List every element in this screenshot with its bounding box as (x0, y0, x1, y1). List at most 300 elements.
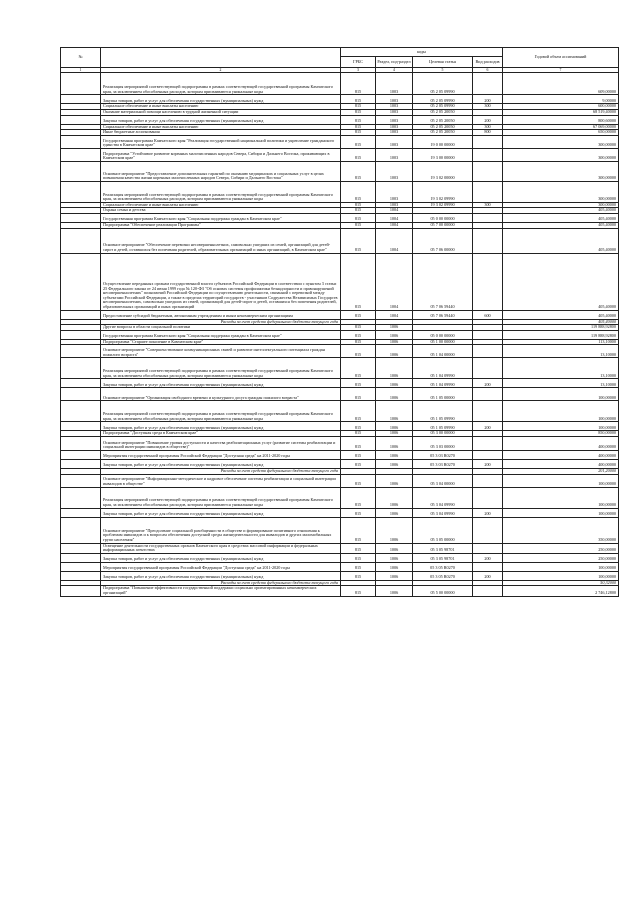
row-number (61, 388, 101, 401)
header-number: № (61, 48, 101, 68)
row-exp-type: 200 (473, 95, 503, 104)
row-name: Закупка товаров, работ и услуг для обеспечения государственных (муниципальных) нужд (101, 95, 341, 104)
row-name: Основное мероприятие "Совершенствование коммуникационных связей и развитие интеллектуального потенциала граждан пожилого возраста" (101, 345, 341, 358)
row-number (61, 487, 101, 508)
row-grbs: 815 (341, 73, 376, 95)
row-exp-type (473, 345, 503, 358)
row-amount: 405,40000 (503, 213, 619, 222)
row-amount: 2 746,12800 (503, 586, 619, 596)
row-section: 1006 (376, 339, 413, 345)
row-amount: 650,00000 (503, 130, 619, 136)
row-amount: 100,00000 (503, 474, 619, 487)
row-grbs: 815 (341, 124, 376, 130)
row-grbs: 815 (341, 553, 376, 562)
row-target-code: 19 3 02 09990 (413, 202, 473, 208)
row-target-code: 05 1 05 09990 (413, 422, 473, 431)
table-row (61, 148, 619, 161)
row-grbs: 815 (341, 161, 376, 181)
row-section: 1006 (376, 345, 413, 358)
row-number (61, 310, 101, 319)
table-row (61, 310, 619, 319)
row-name: Мероприятия государственной программы Российской Федерации "Доступная среда" на 2011-2020 годы (101, 562, 341, 571)
row-number (61, 474, 101, 487)
row-section: 1003 (376, 73, 413, 95)
row-name: Закупка товаров, работ и услуг для обеспечения государственных (муниципальных) нужд (101, 422, 341, 431)
row-name: Социальное обеспечение и иные выплаты населению (101, 104, 341, 110)
row-grbs: 815 (341, 310, 376, 319)
row-grbs: 815 (341, 562, 376, 571)
row-number (61, 115, 101, 124)
row-target-code: 19 3 02 09990 (413, 181, 473, 202)
table-row (61, 73, 619, 95)
row-amount: 350,00000 (503, 517, 619, 543)
row-number (61, 181, 101, 202)
row-number (61, 422, 101, 431)
row-number (61, 330, 101, 339)
row-section: 1004 (376, 222, 413, 228)
row-amount: 100,00000 (503, 487, 619, 508)
row-name: Основное мероприятие "Предоставление дополнительных гарантий по оказанию медицинских и социальных услуг в целях повышения качества жизни коренных малочисленных народов Севера, Сибири и Дальнего Востока" (101, 161, 341, 181)
row-grbs: 815 (341, 459, 376, 468)
header-name (101, 48, 341, 68)
row-number (61, 401, 101, 422)
row-target-code: 05 2 05 20050 (413, 130, 473, 136)
row-exp-type (473, 148, 503, 161)
row-amount: 100,00000 (503, 401, 619, 422)
row-amount: 13,10000 (503, 379, 619, 388)
row-name: Закупка товаров, работ и услуг для обеспечения государственных (муниципальных) нужд (101, 115, 341, 124)
row-section: 1006 (376, 431, 413, 437)
row-section: 1006 (376, 517, 413, 543)
row-name: Реализация мероприятий соответствующей подпрограммы в рамках соответствующей государственной программы Камчатского края, за исключением обособленных расходов, которым присваиваются уникальные коды (101, 487, 341, 508)
row-section: 1006 (376, 422, 413, 431)
row-exp-type (473, 543, 503, 553)
row-amount: 400,00000 (503, 450, 619, 459)
row-amount: 405,40000 (503, 319, 619, 325)
row-exp-type: 800 (473, 130, 503, 136)
row-name: Оказание материальной помощи населению в трудной жизненной ситуации (101, 110, 341, 116)
row-number (61, 161, 101, 181)
row-grbs: 815 (341, 379, 376, 388)
header-exp-type: Вид расходов (473, 57, 503, 68)
row-amount: 600,00000 (503, 104, 619, 110)
row-exp-type (473, 181, 503, 202)
row-section: 1003 (376, 110, 413, 116)
row-name: Закупка товаров, работ и услуг для обеспечения государственных (муниципальных) нужд (101, 553, 341, 562)
row-number (61, 562, 101, 571)
row-exp-type (473, 358, 503, 379)
row-name: Реализация мероприятий соответствующей подпрограммы в рамках соответствующей государственной программы Камчатского края, за исключением обособленных расходов, которым присваиваются уникальные коды (101, 358, 341, 379)
budget-table-sheet (60, 47, 618, 597)
row-target-code: 05 2 05 09990 (413, 73, 473, 95)
row-number (61, 379, 101, 388)
row-target-code: 05 3 00 00000 (413, 431, 473, 437)
row-exp-type (473, 436, 503, 450)
row-grbs: 815 (341, 358, 376, 379)
row-target-code: 05 1 05 00000 (413, 388, 473, 401)
row-amount: 405,40000 (503, 310, 619, 319)
row-grbs: 815 (341, 222, 376, 228)
row-name: Реализация мероприятий соответствующей подпрограммы в рамках соответствующей государственной программы Камчатского края, за исключением обособленных расходов, которым присваиваются уникальные коды (101, 401, 341, 422)
row-grbs: 815 (341, 345, 376, 358)
row-section: 1003 (376, 95, 413, 104)
header-codes: коды (341, 48, 503, 57)
row-exp-type (473, 228, 503, 253)
row-number (61, 135, 101, 148)
row-number (61, 586, 101, 596)
table-row (61, 135, 619, 148)
row-name: Основное мероприятие "Преодоление социальной разобщенности в обществе и формирование позитивного отношения к проблемам инвалидов и к вопросам обеспечения доступной среды жизнедеятельности для инвалидов и других маломобильных групп населения" (101, 517, 341, 543)
row-section: 1006 (376, 358, 413, 379)
table-row (61, 358, 619, 379)
row-exp-type (473, 213, 503, 222)
row-name: Закупка товаров, работ и услуг для обеспечения государственных (муниципальных) нужд (101, 571, 341, 580)
row-section: 1006 (376, 436, 413, 450)
row-grbs: 815 (341, 95, 376, 104)
row-name: Осуществление переданных органам государственной власти субъектов Российской Федерации в соответствии с пунктом 3 статьи 25 Федерального закона от 24 июня 1999 года № 120-ФЗ "Об основах системы профилактики безнадзорности и правонарушений несовершеннолетних" полномочий Российской Федерации по осуществлению деятельности, связанной с перевозкой между субъектами Российской Федерации, а также в пределах территорий государств - участников Содружества Независимых Государств несовершеннолетних, самовольно ушедших из семей, организаций для детей-сирот и детей, оставшихся без попечения родителей, образовательных организаций и иных организаций (101, 253, 341, 310)
row-exp-type (473, 450, 503, 459)
row-exp-type (473, 388, 503, 401)
row-target-code: 05 2 05 09990 (413, 95, 473, 104)
row-name: Закупка товаров, работ и услуг для обеспечения государственных (муниципальных) нужд (101, 379, 341, 388)
row-section: 1006 (376, 450, 413, 459)
row-target-code: 05 3 05 R0270 (413, 562, 473, 571)
row-name: Государственная программа Камчатского края "Реализация государственной национальной политики и укрепление гражданского единства в Камчатском крае" (101, 135, 341, 148)
row-grbs: 815 (341, 487, 376, 508)
row-number (61, 253, 101, 310)
table-row (61, 459, 619, 468)
row-target-code: 05 2 05 09990 (413, 104, 473, 110)
row-exp-type (473, 474, 503, 487)
row-amount: 67 069,00000 (503, 124, 619, 130)
row-grbs: 815 (341, 130, 376, 136)
row-amount: 300,00000 (503, 161, 619, 181)
row-grbs: 815 (341, 450, 376, 459)
row-section: 1006 (376, 388, 413, 401)
row-grbs: 815 (341, 431, 376, 437)
row-exp-type: 200 (473, 459, 503, 468)
row-grbs: 815 (341, 115, 376, 124)
row-target-code: 05 7 06 59440 (413, 253, 473, 310)
row-amount: 100,00000 (503, 562, 619, 571)
row-name: Подпрограмма "Доступная среда в Камчатском крае" (101, 431, 341, 437)
table-row (61, 228, 619, 253)
row-section: 1004 (376, 213, 413, 222)
row-grbs: 815 (341, 508, 376, 517)
row-name: Охрана семьи и детства (101, 208, 341, 214)
row-exp-type: 200 (473, 553, 503, 562)
row-name: Расходы за счет средств федерального бюджета текущего года (101, 580, 341, 586)
row-name: Закупка товаров, работ и услуг для обеспечения государственных (муниципальных) нужд (101, 459, 341, 468)
row-name: Основное мероприятие "Организация свободного времени и культурного досуга граждан пожилого возраста" (101, 388, 341, 401)
row-section: 1003 (376, 181, 413, 202)
row-exp-type (473, 135, 503, 148)
row-exp-type: 300 (473, 202, 503, 208)
row-exp-type: 200 (473, 571, 503, 580)
row-number (61, 213, 101, 222)
table-row (61, 586, 619, 596)
row-exp-type: 300 (473, 104, 503, 110)
table-row (61, 161, 619, 181)
row-grbs: 815 (341, 181, 376, 202)
row-name: Другие вопросы в области социальной политики (101, 325, 341, 331)
row-number (61, 553, 101, 562)
row-name: Государственная программа Камчатского края "Социальная поддержка граждан в Камчатском крае" (101, 213, 341, 222)
row-target-code: 05 2 05 20050 (413, 110, 473, 116)
row-grbs: 815 (341, 202, 376, 208)
table-body (61, 73, 619, 596)
row-exp-type (473, 330, 503, 339)
row-target-code: 05 3 04 09990 (413, 487, 473, 508)
row-grbs: 815 (341, 325, 376, 331)
row-section: 1003 (376, 135, 413, 148)
row-amount: 609,00000 (503, 73, 619, 95)
row-section: 1004 (376, 253, 413, 310)
row-target-code: 05 0 00 00000 (413, 330, 473, 339)
row-section: 1006 (376, 459, 413, 468)
row-name: Подпрограмма "Повышение эффективности государственной поддержки социально ориентированных некоммерческих организаций" (101, 586, 341, 596)
row-section: 1003 (376, 202, 413, 208)
row-section: 1006 (376, 487, 413, 508)
row-number (61, 436, 101, 450)
row-name: Мероприятия государственной программы Российской Федерации "Доступная среда" на 2011-2020 годы (101, 450, 341, 459)
table-row (61, 253, 619, 310)
row-grbs: 815 (341, 543, 376, 553)
row-name: Социальное обеспечение и иные выплаты населению (101, 202, 341, 208)
row-name: Основное мероприятие "Информационно-методическое и кадровое обеспечение системы реабилитации и социальной интеграции инвалидов в обществе" (101, 474, 341, 487)
row-target-code: 05 2 05 20050 (413, 124, 473, 130)
row-section: 1003 (376, 161, 413, 181)
row-target-code: 19 3 02 00000 (413, 161, 473, 181)
header-amount: Годовой объем ассигнований (503, 48, 619, 68)
row-amount: 405,40000 (503, 208, 619, 214)
table-row (61, 379, 619, 388)
row-grbs: 815 (341, 571, 376, 580)
row-name: Основное мероприятие "Повышение уровня доступности и качества реабилитационных услуг (развитие системы реабилитации и социальной интеграции инвалидов в обществе)" (101, 436, 341, 450)
row-amount: 300,00000 (503, 148, 619, 161)
row-target-code: 05 3 04 00000 (413, 474, 473, 487)
row-number (61, 345, 101, 358)
row-amount: 300,00000 (503, 202, 619, 208)
row-target-code: 05 7 06 59440 (413, 310, 473, 319)
row-exp-type: 300 (473, 124, 503, 130)
row-exp-type (473, 487, 503, 508)
row-amount: 250,00000 (503, 543, 619, 553)
row-amount: 13,10000 (503, 358, 619, 379)
row-name: Освещение деятельности государственных органов Камчатского края в средствах массовой информации и федеральных информационных агентствах (101, 543, 341, 553)
table-row (61, 571, 619, 580)
row-grbs: 815 (341, 339, 376, 345)
row-amount: 68 519,40000 (503, 110, 619, 116)
row-target-code: 05 3 03 R0270 (413, 459, 473, 468)
row-exp-type: 600 (473, 310, 503, 319)
table-row (61, 543, 619, 553)
table-row (61, 181, 619, 202)
col-number-7: 7 (503, 68, 619, 73)
col-number-4: 4 (376, 68, 413, 73)
row-section: 1006 (376, 543, 413, 553)
budget-table (60, 47, 619, 597)
row-name: Расходы за счет средств федерального бюджета текущего года (101, 319, 341, 325)
header-section: Раздел, под-раздел (376, 57, 413, 68)
row-section: 1003 (376, 124, 413, 130)
row-grbs: 815 (341, 436, 376, 450)
row-target-code: 05 3 03 00000 (413, 436, 473, 450)
row-number (61, 73, 101, 95)
row-grbs: 815 (341, 388, 376, 401)
row-amount: 119 888,92800 (503, 330, 619, 339)
row-target-code: 05 3 04 09990 (413, 508, 473, 517)
row-target-code: 05 3 05 00000 (413, 517, 473, 543)
row-exp-type (473, 586, 503, 596)
row-exp-type: 200 (473, 422, 503, 431)
table-row (61, 345, 619, 358)
table-row (61, 450, 619, 459)
row-grbs: 815 (341, 401, 376, 422)
row-section: 1004 (376, 228, 413, 253)
row-section: 1006 (376, 325, 413, 331)
row-section: 1003 (376, 115, 413, 124)
row-name: Основное мероприятие "Обеспечение перевозки несовершеннолетних, самовольно ушедших из семей, организаций для детей-сирот и детей, оставшихся без попечения родителей, образовательных организаций и иных организаций, в Камчатском крае" (101, 228, 341, 253)
row-grbs: 815 (341, 474, 376, 487)
row-target-code: 05 1 04 00000 (413, 345, 473, 358)
row-name: Реализация мероприятий соответствующей подпрограммы в рамках соответствующей государственной программы Камчатского края, за исключением обособленных расходов, которым присваиваются уникальные коды (101, 181, 341, 202)
row-exp-type (473, 517, 503, 543)
row-amount: 50,32000 (503, 580, 619, 586)
row-target-code: 05 3 05 98701 (413, 543, 473, 553)
row-section: 1006 (376, 508, 413, 517)
row-grbs: 815 (341, 148, 376, 161)
row-exp-type: 200 (473, 115, 503, 124)
row-exp-type: 200 (473, 508, 503, 517)
row-amount: 405,40000 (503, 222, 619, 228)
col-number-5: 5 (413, 68, 473, 73)
row-exp-type (473, 401, 503, 422)
row-amount: 119 888,92800 (503, 325, 619, 331)
row-section: 1003 (376, 130, 413, 136)
row-grbs: 815 (341, 517, 376, 543)
row-grbs: 815 (341, 253, 376, 310)
table-row (61, 508, 619, 517)
row-name: Реализация мероприятий соответствующей подпрограммы в рамках соответствующей государственной программы Камчатского края, за исключением обособленных расходов, которым присваиваются уникальные коды (101, 73, 341, 95)
row-exp-type (473, 562, 503, 571)
row-section: 1006 (376, 379, 413, 388)
row-target-code: 05 3 05 R0270 (413, 571, 473, 580)
row-name: Государственная программа Камчатского края "Социальная поддержка граждан в Камчатском крае" (101, 330, 341, 339)
row-target-code: 05 1 04 09990 (413, 379, 473, 388)
table-row (61, 401, 619, 422)
row-number (61, 571, 101, 580)
row-name: Иные бюджетные ассигнования (101, 130, 341, 136)
row-number (61, 358, 101, 379)
table-row (61, 553, 619, 562)
row-target-code: 05 1 05 09990 (413, 401, 473, 422)
row-exp-type (473, 161, 503, 181)
row-number (61, 517, 101, 543)
row-amount: 250,00000 (503, 553, 619, 562)
row-target-code: 19 0 00 00000 (413, 135, 473, 148)
row-amount: 100,00000 (503, 571, 619, 580)
row-target-code: 05 3 05 98701 (413, 553, 473, 562)
table-row (61, 474, 619, 487)
row-section: 1006 (376, 474, 413, 487)
row-section: 1004 (376, 310, 413, 319)
row-name: Закупка товаров, работ и услуг для обеспечения государственных (муниципальных) нужд (101, 508, 341, 517)
row-amount: 405,40000 (503, 228, 619, 253)
row-amount: 113,10000 (503, 339, 619, 345)
row-number (61, 228, 101, 253)
row-amount: 9,00000 (503, 95, 619, 104)
row-target-code: 19 3 00 00000 (413, 148, 473, 161)
row-grbs: 815 (341, 422, 376, 431)
row-amount: 100,00000 (503, 422, 619, 431)
row-number (61, 450, 101, 459)
table-row (61, 436, 619, 450)
table-row (61, 115, 619, 124)
row-target-code: 05 5 00 00000 (413, 586, 473, 596)
row-section: 1006 (376, 553, 413, 562)
col-number-3: 3 (341, 68, 376, 73)
row-amount: 300,00000 (503, 135, 619, 148)
row-grbs: 815 (341, 135, 376, 148)
row-number (61, 543, 101, 553)
row-section: 1006 (376, 586, 413, 596)
row-amount: 100,00000 (503, 508, 619, 517)
header-grbs: ГРБС (341, 57, 376, 68)
row-number (61, 95, 101, 104)
row-target-code: 05 1 04 09990 (413, 358, 473, 379)
row-exp-type: 200 (473, 379, 503, 388)
row-target-code: 05 1 00 00000 (413, 339, 473, 345)
row-amount: 100,00000 (503, 388, 619, 401)
row-exp-type (473, 253, 503, 310)
row-grbs: 815 (341, 213, 376, 222)
row-amount: 201,20000 (503, 468, 619, 474)
row-target-code: 05 2 05 20050 (413, 115, 473, 124)
row-grbs: 815 (341, 228, 376, 253)
row-name: Социальное обеспечение и иные выплаты населению (101, 124, 341, 130)
row-grbs: 815 (341, 208, 376, 214)
col-number-6: 6 (473, 68, 503, 73)
row-name: Предоставление субсидий бюджетным, автономным учреждениям и иным некоммерческим организациям (101, 310, 341, 319)
header-target: Целевая статья (413, 57, 473, 68)
row-section: 1006 (376, 330, 413, 339)
row-target-code: 05 7 00 00000 (413, 222, 473, 228)
table-row (61, 330, 619, 339)
row-exp-type (473, 73, 503, 95)
row-grbs: 815 (341, 110, 376, 116)
row-target-code: 05 0 00 00000 (413, 213, 473, 222)
row-name: Подпрограмма "Старшее поколение в Камчатском крае" (101, 339, 341, 345)
row-amount: 800,60000 (503, 115, 619, 124)
row-target-code: 05 7 06 00000 (413, 228, 473, 253)
row-section: 1003 (376, 104, 413, 110)
row-section: 1006 (376, 571, 413, 580)
col-number-2: 2 (101, 68, 341, 73)
row-amount: 400,00000 (503, 459, 619, 468)
row-amount: 13,10000 (503, 345, 619, 358)
row-number (61, 148, 101, 161)
row-name: Подпрограмма "Обеспечение реализации Программы" (101, 222, 341, 228)
row-amount: 400,00000 (503, 436, 619, 450)
row-name: Подпрограмма "Устойчивое развитие коренных малочисленных народов Севера, Сибири и Дальнего Востока, проживающих в Камчатском крае" (101, 148, 341, 161)
table-row (61, 487, 619, 508)
table-row (61, 562, 619, 571)
row-section: 1004 (376, 208, 413, 214)
row-number (61, 459, 101, 468)
row-amount: 300,00000 (503, 181, 619, 202)
table-row (61, 388, 619, 401)
